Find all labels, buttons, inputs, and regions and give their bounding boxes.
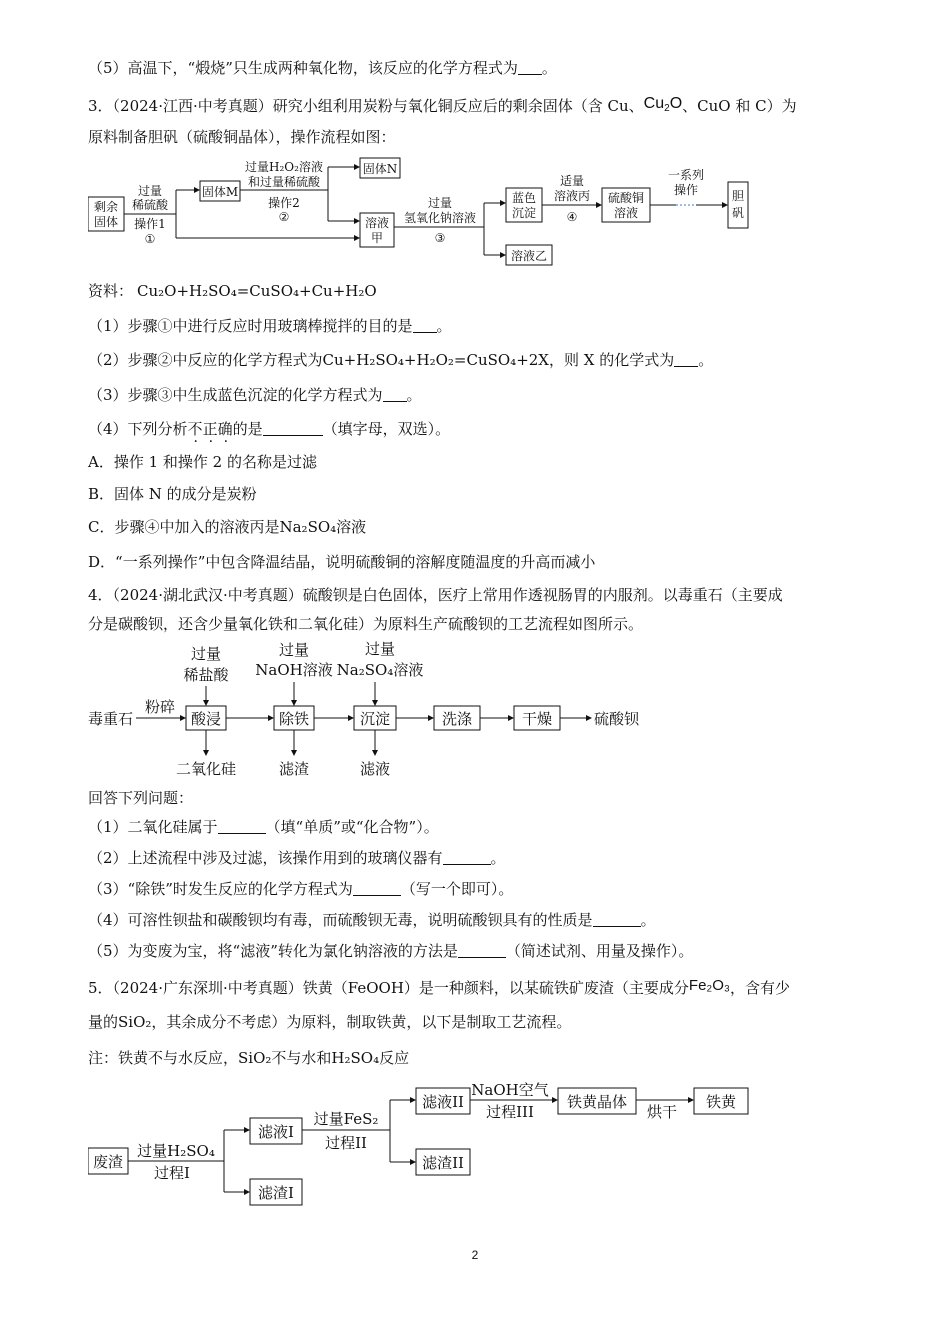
svg-text:NaOH溶液: NaOH溶液	[255, 661, 333, 679]
page-number: 2	[471, 1248, 479, 1262]
svg-text:过量: 过量	[364, 640, 396, 658]
svg-text:粉碎: 粉碎	[144, 698, 176, 716]
svg-text:过量: 过量	[137, 184, 163, 198]
svg-text:铁黄晶体: 铁黄晶体	[566, 1093, 628, 1111]
svg-text:氢氧化钠溶液: 氢氧化钠溶液	[403, 211, 477, 225]
svg-text:NaOH空气: NaOH空气	[471, 1081, 549, 1099]
svg-text:一系列: 一系列	[667, 168, 705, 182]
svg-text:沉淀: 沉淀	[511, 206, 537, 220]
svg-text:稀硫酸: 稀硫酸	[131, 198, 169, 212]
q3-part2: （2）步骤②中反应的化学方程式为Cu+H₂SO₄+H₂O₂=CuSO₄+2X，则 X 的化学式为 。	[88, 351, 714, 369]
svg-text:过程I: 过程I	[154, 1164, 190, 1182]
svg-text:硫酸钡: 硫酸钡	[594, 710, 640, 728]
svg-text:稀盐酸: 稀盐酸	[183, 666, 229, 684]
q4-part3: （3）“除铁”时发生反应的化学方程式为 （写一个即可）。	[88, 880, 514, 898]
svg-text:滤液II: 滤液II	[422, 1093, 464, 1111]
svg-text:毒重石: 毒重石	[88, 710, 134, 728]
svg-text:干燥: 干燥	[521, 710, 553, 728]
svg-text:剩余: 剩余	[93, 200, 119, 214]
q4-stem-line1: 4．（2024·湖北武汉·中考真题）硫酸钡是白色固体，医疗上常用作透视肠胃的内服剂。以毒重石（主要成	[88, 586, 783, 604]
q3-part1: （1）步骤①中进行反应时用玻璃棒搅拌的目的是 。	[88, 317, 452, 335]
svg-text:适量: 适量	[559, 174, 585, 188]
q5-note: 注：铁黄不与水反应，SiO₂不与水和H₂SO₄反应	[88, 1049, 410, 1067]
svg-text:过量H₂SO₄: 过量H₂SO₄	[137, 1142, 215, 1160]
q4-part1: （1）二氧化硅属于 （填“单质”或“化合物”）。	[88, 818, 439, 836]
svg-text:胆: 胆	[731, 189, 745, 203]
svg-text:和过量稀硫酸: 和过量稀硫酸	[247, 175, 321, 189]
svg-text:滤渣: 滤渣	[278, 760, 310, 778]
q3-part3: （3）步骤③中生成蓝色沉淀的化学方程式为 。	[88, 386, 422, 404]
svg-text:操作1: 操作1	[134, 217, 166, 231]
svg-text:过量: 过量	[190, 645, 222, 663]
svg-text:甲: 甲	[370, 231, 384, 245]
flowchart-q5	[88, 1078, 768, 1210]
q3-option-c: C．步骤④中加入的溶液丙是Na₂SO₄溶液	[88, 518, 367, 536]
svg-text:滤液: 滤液	[359, 760, 391, 778]
svg-text:除铁: 除铁	[278, 710, 310, 728]
q3-stem-line2: 原料制备胆矾（硫酸铜晶体），操作流程如图：	[88, 128, 396, 146]
q4-part4: （4）可溶性钡盐和碳酸钡均有毒，而硫酸钡无毒，说明硫酸钡具有的性质是 。	[88, 911, 656, 929]
q5-stem-line2: 量的SiO₂，其余成分不考虑）为原料，制取铁黄，以下是制取工艺流程。	[88, 1013, 572, 1031]
svg-text:操作: 操作	[673, 183, 699, 197]
svg-text:酸浸: 酸浸	[190, 710, 222, 728]
q3-option-d: D．“一系列操作”中包含降温结晶，说明硫酸铜的溶解度随温度的升高而减小	[88, 553, 596, 571]
svg-text:过量: 过量	[427, 196, 453, 210]
svg-text:二氧化硅: 二氧化硅	[175, 760, 237, 778]
svg-text:①: ①	[144, 232, 156, 246]
q3-part4: （4）下列分析不正确的是 （填字母，双选）。	[88, 420, 451, 438]
q4-part5: （5）为变废为宝，将“滤液”转化为氯化钠溶液的方法是 （简述试剂、用量及操作）。	[88, 942, 694, 960]
svg-text:Na₂SO₄溶液: Na₂SO₄溶液	[336, 661, 424, 679]
svg-text:蓝色: 蓝色	[511, 191, 537, 205]
svg-text:②: ②	[278, 210, 290, 224]
svg-text:铁黄: 铁黄	[705, 1093, 737, 1111]
q3-stem-line1: 3．（2024·江西·中考真题）研究小组利用炭粉与氧化铜反应后的剩余固体（含 Cu、$Cu_2O$、CuO 和 C）为	[88, 95, 797, 115]
svg-text:溶液: 溶液	[613, 206, 639, 220]
svg-text:废渣: 废渣	[92, 1153, 124, 1171]
svg-text:固体N: 固体N	[362, 162, 398, 176]
svg-text:沉淀: 沉淀	[359, 710, 391, 728]
svg-text:溶液丙: 溶液丙	[553, 189, 591, 203]
svg-text:矾: 矾	[731, 206, 745, 220]
svg-text:滤液I: 滤液I	[258, 1123, 294, 1141]
svg-text:固体: 固体	[93, 215, 119, 229]
flowchart-q4	[88, 638, 688, 783]
svg-text:溶液: 溶液	[364, 216, 390, 230]
svg-text:洗涤: 洗涤	[441, 710, 473, 728]
svg-text:过量: 过量	[278, 641, 310, 659]
q3-option-a: A．操作 1 和操作 2 的名称是过滤	[88, 453, 317, 471]
svg-text:操作2: 操作2	[268, 196, 300, 210]
q4-stem-line2: 分是碳酸钡，还含少量氧化铁和二氧化硅）为原料生产硫酸钡的工艺流程如图所示。	[88, 615, 644, 633]
q4-intro: 回答下列问题：	[88, 789, 194, 807]
svg-text:滤渣II: 滤渣II	[422, 1154, 464, 1172]
svg-text:过程II: 过程II	[325, 1134, 367, 1152]
svg-text:硫酸铜: 硫酸铜	[607, 191, 645, 205]
q2-part5: （5）高温下，“煅烧”只生成两种氧化物，该反应的化学方程式为 。	[88, 59, 557, 77]
svg-text:固体M: 固体M	[201, 185, 239, 199]
svg-text:过量FeS₂: 过量FeS₂	[313, 1110, 379, 1128]
q3-reference: 资料： Cu₂O+H₂SO₄=CuSO₄+Cu+H₂O	[88, 282, 377, 300]
svg-text:过程III: 过程III	[486, 1103, 534, 1121]
svg-text:过量H₂O₂溶液: 过量H₂O₂溶液	[245, 160, 323, 174]
svg-text:烘干: 烘干	[646, 1103, 678, 1121]
svg-text:溶液乙: 溶液乙	[510, 249, 548, 263]
svg-text:③: ③	[434, 231, 446, 245]
flowchart-q3	[88, 155, 788, 270]
q4-part2: （2）上述流程中涉及过滤，该操作用到的玻璃仪器有 。	[88, 849, 506, 867]
q3-option-b: B．固体 N 的成分是炭粉	[88, 485, 257, 503]
svg-text:④: ④	[566, 210, 578, 224]
svg-text:滤渣I: 滤渣I	[258, 1184, 294, 1202]
q5-stem-line1: 5．（2024·广东深圳·中考真题）铁黄（FeOOH）是一种颜料，以某硫铁矿废渣（主要成分Fe₂O₃，含有少	[88, 977, 791, 997]
